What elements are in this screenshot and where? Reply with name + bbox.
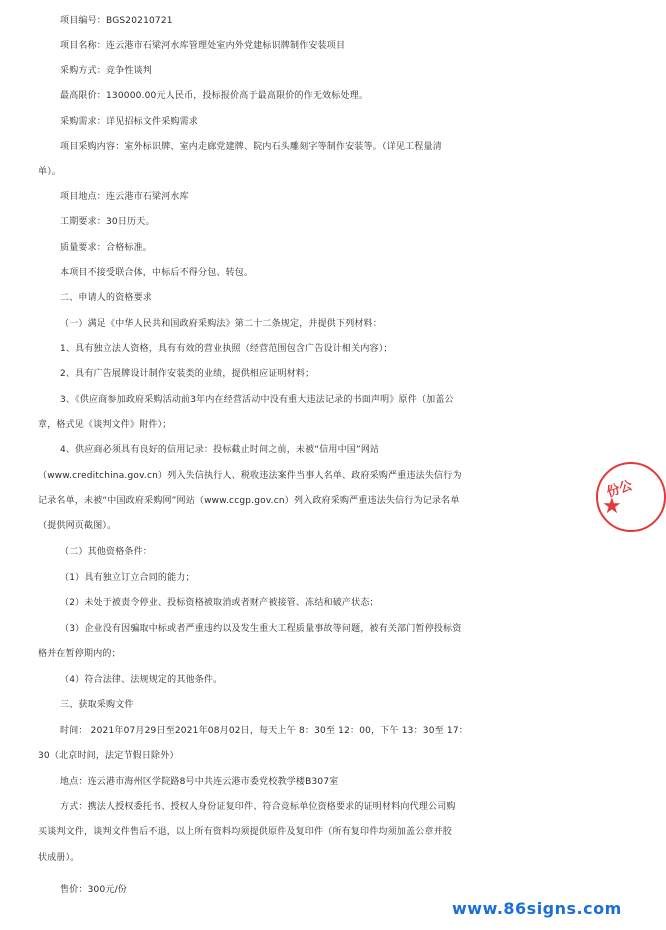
qualification-1: （一）满足《中华人民共和国政府采购法》第二十二条规定，并提供下列材料： <box>60 319 383 329</box>
acquisition-location: 地点：连云港市海州区学院路8号中共连云港市委党校教学楼B307室 <box>60 777 339 787</box>
acquisition-method: 方式：携法人授权委托书、授权人身份证复印件、符合竞标单位资格要求的证明材料向代理公司购 <box>60 802 456 812</box>
acquisition-method-cont-1: 买谈判文件，谈判文件售后不退，以上所有资料均须提供原件及复印件（所有复印件均须加盖公章并胶 <box>38 827 453 837</box>
procurement-needs: 采购需求：详见招标文件采购需求 <box>60 117 199 127</box>
procurement-method: 采购方式：竞争性谈判 <box>60 66 153 76</box>
quality-requirement: 质量要求：合格标准。 <box>60 243 153 253</box>
seal-star-icon: ★ <box>602 494 622 519</box>
other-condition-3: （3）企业没有因骗取中标或者严重违约以及发生重大工程质量事故等问题，被有关部门暂停投标资 <box>60 624 462 634</box>
project-number: 项目编号：BGS20210721 <box>60 16 173 26</box>
seal-text: 份公 <box>604 478 635 501</box>
qualification-item-3: 3、《供应商参加政府采购活动前3年内在经营活动中没有重大违法记录的书面声明》原件（加盖公 <box>60 395 454 405</box>
price: 售价：300元/份 <box>60 885 128 895</box>
project-location: 项目地点：连云港市石梁河水库 <box>60 192 189 202</box>
procurement-content-cont: 单）。 <box>38 167 62 177</box>
no-consortium-note: 本项目不接受联合体，中标后不得分包、转包。 <box>60 268 254 278</box>
qualification-item-4-cont-3: （提供网页截图）。 <box>38 521 117 531</box>
project-name: 项目名称：连云港市石梁河水库管理处室内外党建标识牌制作安装项目 <box>60 41 346 51</box>
section-heading-2: 二、申请人的资格要求 <box>60 293 153 303</box>
qualification-item-3-cont: 章，格式见《谈判文件》附件）； <box>38 420 172 430</box>
section-heading-3: 三、获取采购文件 <box>60 700 134 710</box>
acquisition-time: 时间： 2021年07月29日至2021年08月02日，每天上午 8：30至 12：00，下午 13：30至 17： <box>60 726 468 736</box>
schedule-requirement: 工期要求：30日历天。 <box>60 217 155 227</box>
other-condition-2: （2）未处于被责令停业、投标资格被取消或者财产被接管、冻结和破产状态； <box>60 598 379 608</box>
qualification-item-4: 4、供应商必须具有良好的信用记录：投标截止时间之前，未被“信用中国”网站 <box>60 445 380 455</box>
other-condition-3-cont: 格并在暂停期内的； <box>38 649 121 659</box>
other-condition-1: （1）具有独立订立合同的能力； <box>60 573 195 583</box>
acquisition-method-cont-2: 状成册）。 <box>38 853 80 863</box>
qualification-item-2: 2、具有广告展牌设计制作安装类的业绩，提供相应证明材料； <box>60 369 315 379</box>
qualification-item-4-cont-1: （www.creditchina.gov.cn）列入失信执行人、税收违法案件当事人名单、政府采购严重违法失信行为 <box>38 471 462 481</box>
other-conditions-heading: （二）其他资格条件： <box>60 547 153 557</box>
procurement-content: 项目采购内容：室外标识牌、室内走廊党建牌、院内石头雕刻字等制作安装等。（详见工程量清 <box>60 142 442 152</box>
other-condition-4: （4）符合法律、法规规定的其他条件。 <box>60 675 223 685</box>
official-seal-stamp <box>596 462 666 532</box>
acquisition-time-cont: 30（北京时间，法定节假日除外） <box>38 751 179 761</box>
qualification-item-1: 1、具有独立法人资格，具有有效的营业执照（经营范围包含广告设计相关内容）； <box>60 344 393 354</box>
max-price: 最高限价：130000.00元人民币，投标报价高于最高限价的作无效标处理。 <box>60 91 369 101</box>
site-watermark: www.86signs.com <box>452 899 622 918</box>
qualification-item-4-cont-2: 记录名单，未被“中国政府采购网”网站（www.ccgp.gov.cn）列入政府采购严重违法失信行为记录名单 <box>38 496 460 506</box>
